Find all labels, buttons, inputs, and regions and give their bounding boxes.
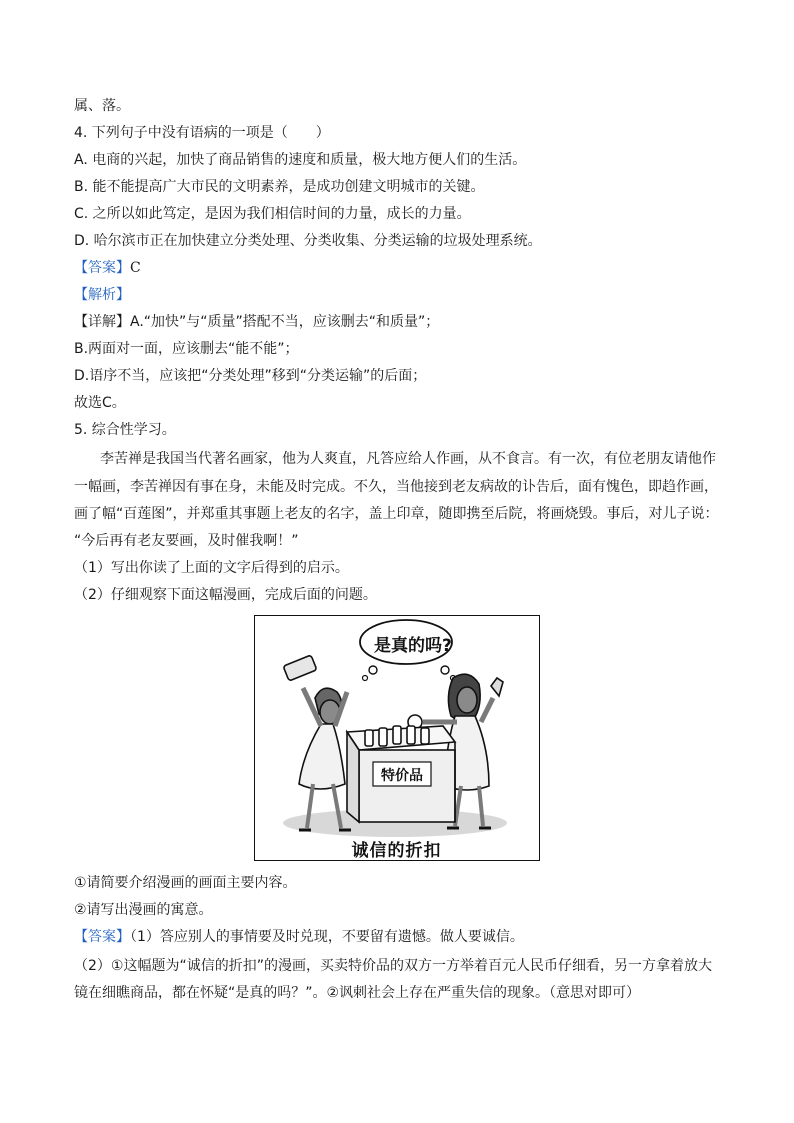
answer-2-line-3: 镜在细瞧商品，都在怀疑“是真的吗？”。②讽刺社会上存在严重失信的现象。（意思对即可） [74, 985, 641, 1001]
passage-line-4: “今后再有老友要画，及时催我啊！” [74, 533, 299, 549]
cartoon-bubble-text: 是真的吗? [374, 636, 452, 656]
detail-line-a [74, 312, 439, 332]
question-4-option-a: A. 电商的兴起，加快了商品销售的速度和质量，极大地方便人们的生活。 [74, 152, 527, 168]
answer-line [74, 258, 141, 278]
detail-label: 【详解】 [74, 314, 130, 330]
cartoon-price-tag: 特价品 [381, 768, 423, 784]
question-4-option-d: D. 哈尔滨市正在加快建立分类处理、分类收集、分类运输的垃圾处理系统。 [74, 233, 542, 249]
answer-2-line-1 [74, 927, 524, 947]
text-line: 属、落。 [74, 98, 130, 114]
analysis-label: 【解析】 [74, 287, 130, 303]
cartoon-caption: 诚信的折扣 [351, 841, 442, 861]
answer-label: 【答案】 [74, 260, 130, 276]
sub-question-2: （2）仔细观察下面这幅漫画，完成后面的问题。 [74, 587, 377, 603]
passage-line-3: 画了幅“百莲图”，并郑重其事题上老友的名字，盖上印章，随即携至后院，将画烧毁。事后，对儿子说： [74, 506, 719, 522]
cartoon-illustration [254, 615, 540, 861]
detail-a-text: A.“加快”与“质量”搭配不当，应该删去“和质量”； [130, 314, 440, 330]
detail-line-d: D.语序不当，应该把“分类处理”移到“分类运输”的后面； [74, 368, 427, 384]
sub-question-2-2: ②请写出漫画的寓意。 [74, 902, 213, 918]
answer-2-label: 【答案】 [74, 929, 130, 945]
answer-2-text: （1）答应别人的事情要及时兑现，不要留有遗憾。做人要诚信。 [130, 929, 524, 945]
question-5-stem: 5. 综合性学习。 [74, 422, 176, 438]
answer-value: C [130, 260, 141, 276]
passage-line-2: 一幅画，李苦禅因有事在身，未能及时完成。不久，当他接到老友病故的讣告后，面有愧色，即趋作画， [74, 479, 718, 495]
passage-line-1: 李苦禅是我国当代著名画家，他为人爽直，凡答应给人作画，从不食言。有一次，有位老朋友请他作 [100, 451, 716, 467]
question-4-stem: 4. 下列句子中没有语病的一项是（ ） [74, 125, 330, 141]
sub-question-2-1: ①请简要介绍漫画的画面主要内容。 [74, 875, 297, 891]
answer-2-line-2: （2）①这幅题为“诚信的折扣”的漫画，买卖特价品的双方一方举着百元人民币仔细看，另一方拿着放大 [74, 958, 712, 974]
question-4-option-c: C. 之所以如此笃定，是因为我们相信时间的力量，成长的力量。 [74, 206, 471, 222]
question-4-option-b: B. 能不能提高广大市民的文明素养，是成功创建文明城市的关键。 [74, 179, 485, 195]
detail-line-b: B.两面对一面，应该删去“能不能”； [74, 341, 299, 357]
choose-line: 故选C。 [74, 395, 126, 411]
sub-question-1: （1）写出你读了上面的文字后得到的启示。 [74, 560, 349, 576]
